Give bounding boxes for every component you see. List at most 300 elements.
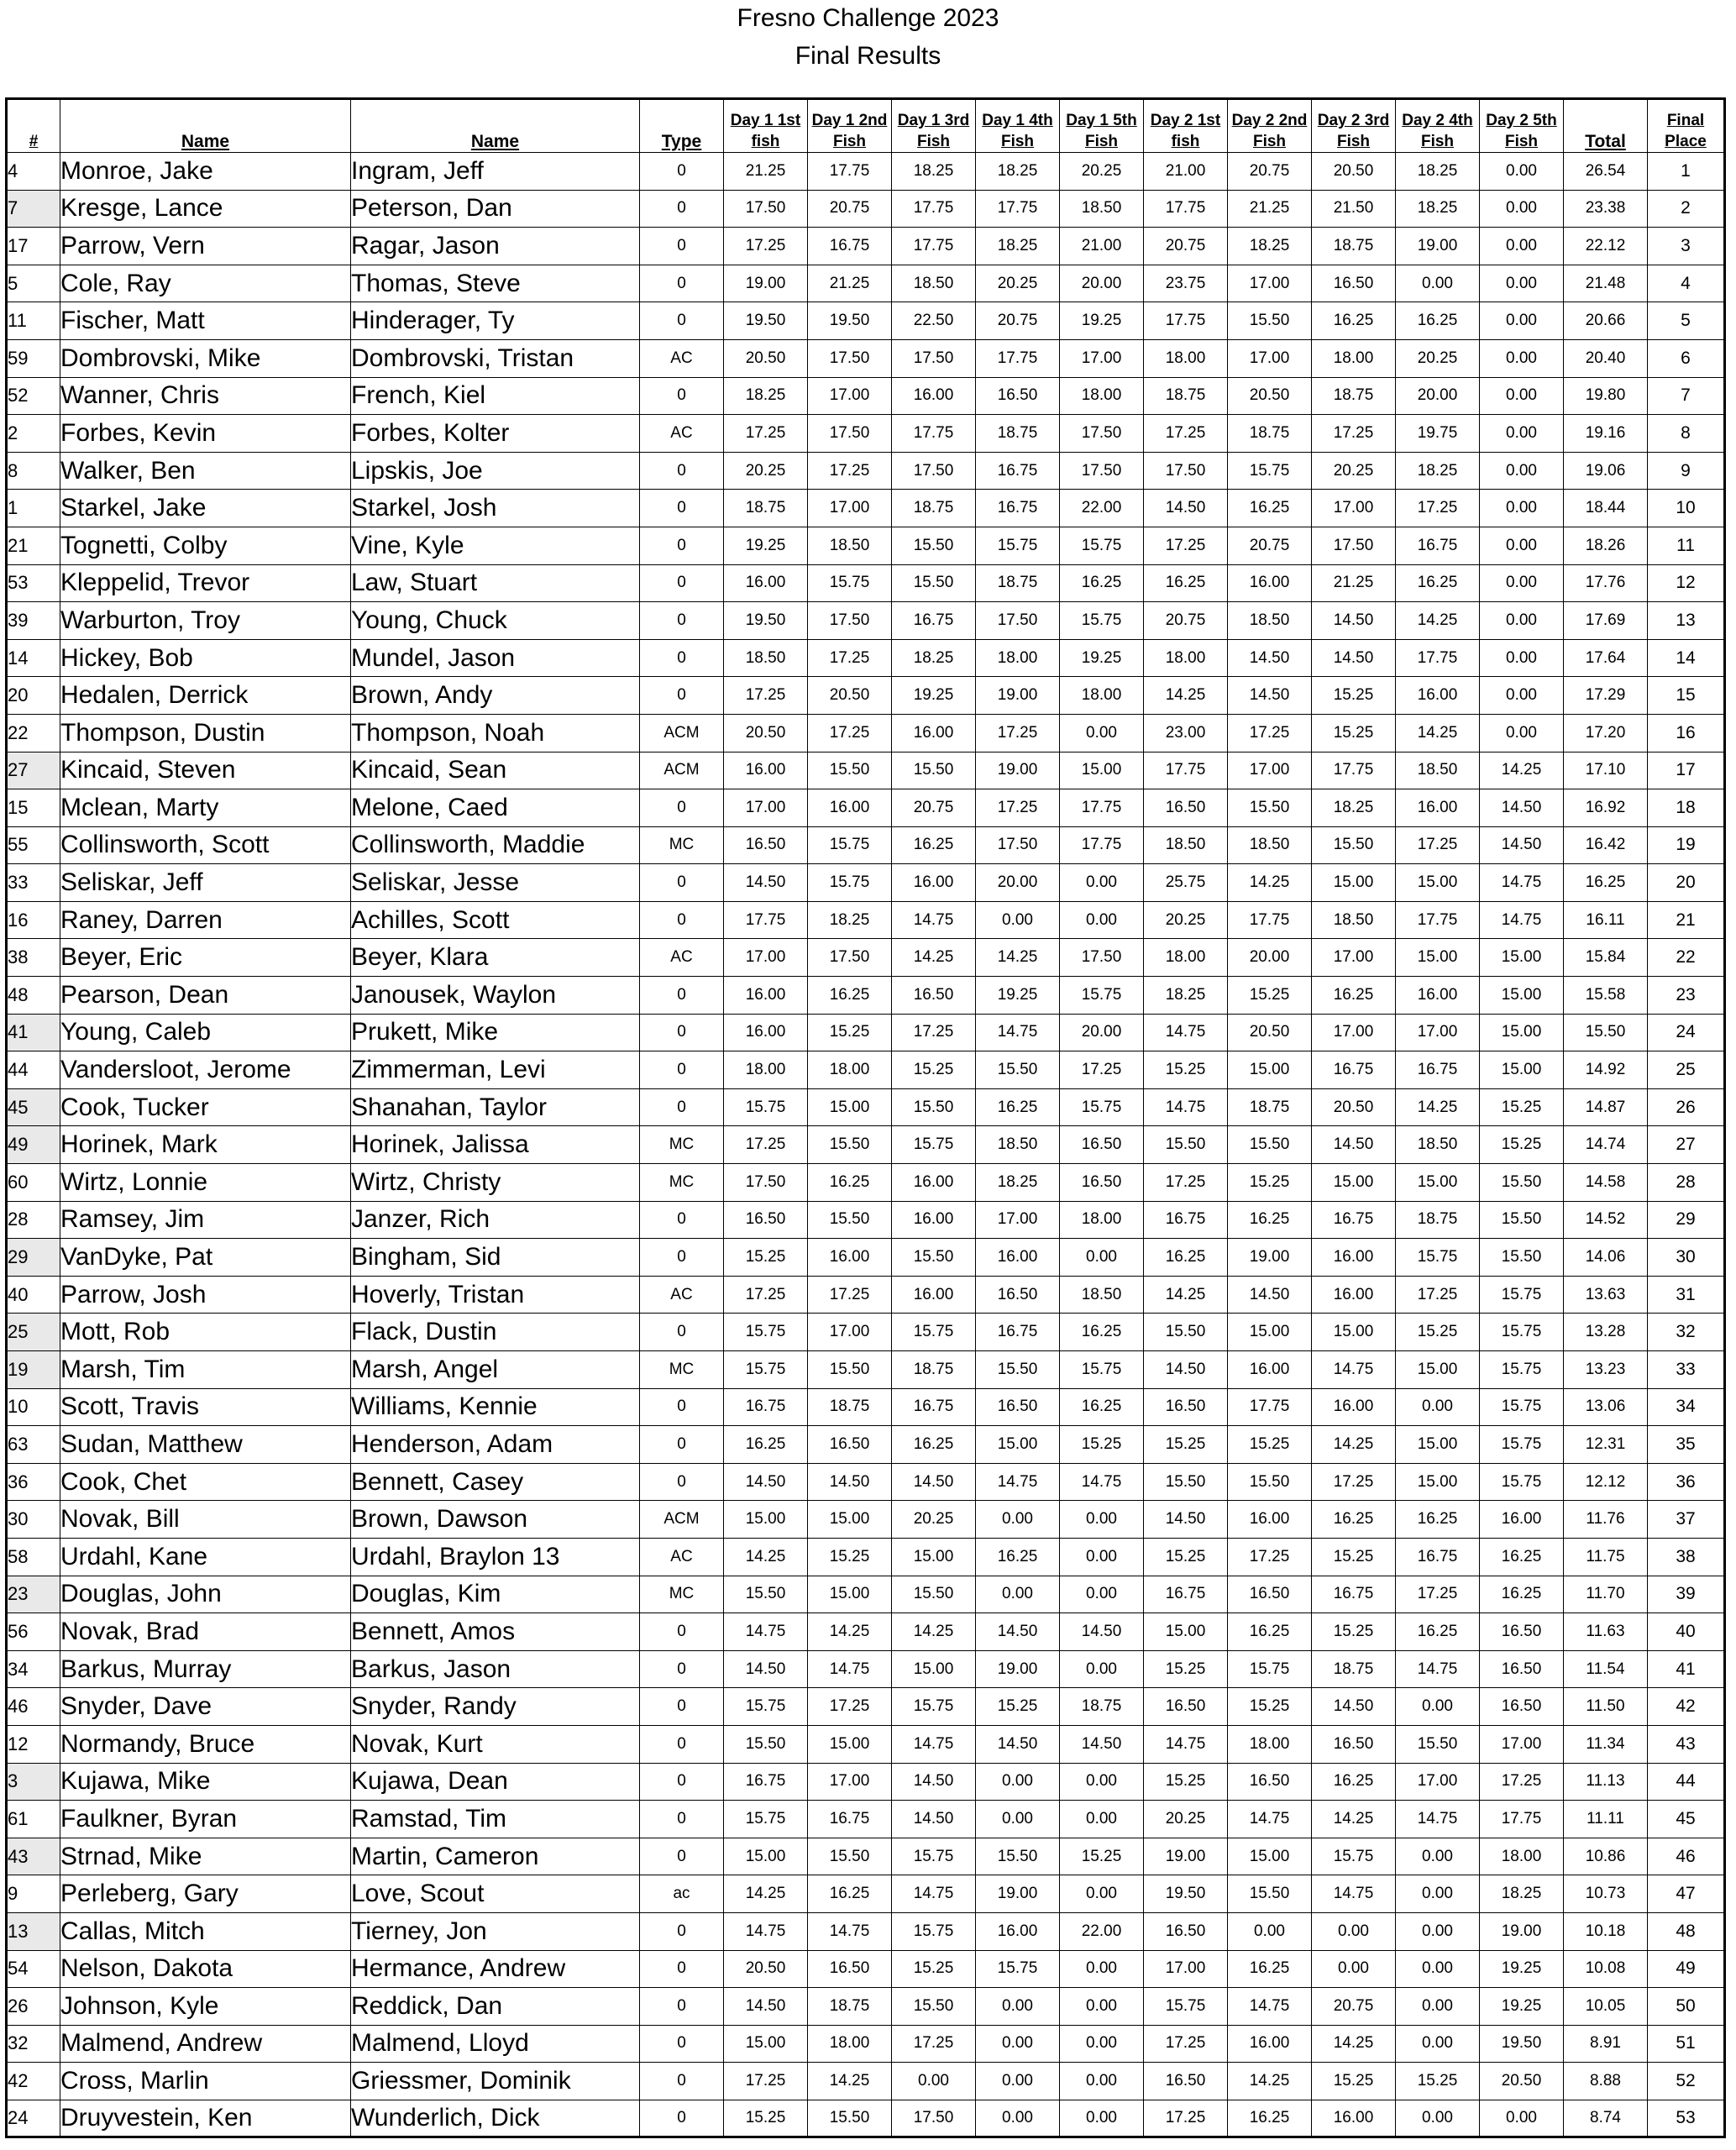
day2-fish5: 17.25 <box>1480 1763 1564 1801</box>
total-weight: 16.92 <box>1564 789 1648 827</box>
final-place: 17 <box>1648 752 1725 789</box>
day1-fish2: 14.75 <box>808 1912 892 1950</box>
day1-fish2: 20.50 <box>808 677 892 715</box>
team-number: 19 <box>7 1351 60 1389</box>
team-type: AC <box>640 415 724 453</box>
day2-fish4: 0.00 <box>1396 1950 1480 1988</box>
day1-fish3: 18.25 <box>892 153 976 191</box>
day1-fish4: 0.00 <box>976 2063 1060 2100</box>
day1-fish3: 16.00 <box>892 377 976 415</box>
day2-fish1: 25.75 <box>1144 864 1228 902</box>
table-row <box>7 377 1725 415</box>
angler-2-name: Ramstad, Tim <box>351 1801 640 1838</box>
angler-2-name: Ingram, Jeff <box>351 153 640 191</box>
team-type: 0 <box>640 1725 724 1763</box>
angler-2-name: Martin, Cameron <box>351 1838 640 1875</box>
day2-fish5: 15.00 <box>1480 977 1564 1015</box>
angler-2-name: Achilles, Scott <box>351 901 640 939</box>
angler-1-name: Malmend, Andrew <box>60 2025 351 2063</box>
day1-fish4: 20.25 <box>976 265 1060 302</box>
day2-fish4: 17.25 <box>1396 1276 1480 1314</box>
day1-fish5: 0.00 <box>1060 1988 1144 2026</box>
day1-fish1: 17.25 <box>724 228 808 265</box>
team-type: 0 <box>640 1838 724 1875</box>
day2-fish2: 20.75 <box>1228 527 1312 564</box>
day1-fish1: 15.50 <box>724 1576 808 1613</box>
team-number: 22 <box>7 714 60 752</box>
total-weight: 12.12 <box>1564 1463 1648 1501</box>
day2-fish2: 16.00 <box>1228 2025 1312 2063</box>
day2-fish5: 0.00 <box>1480 527 1564 564</box>
table-row <box>7 1164 1725 1202</box>
day2-fish5: 0.00 <box>1480 190 1564 228</box>
day2-fish1: 17.25 <box>1144 2100 1228 2137</box>
day1-fish3: 16.25 <box>892 1426 976 1464</box>
day1-fish4: 17.00 <box>976 1201 1060 1239</box>
total-weight: 15.50 <box>1564 1014 1648 1051</box>
day1-fish2: 17.50 <box>808 939 892 977</box>
day1-fish3: 15.00 <box>892 1650 976 1688</box>
day2-fish4: 16.75 <box>1396 1538 1480 1576</box>
day1-fish3: 15.25 <box>892 1051 976 1089</box>
team-type: 0 <box>640 564 724 602</box>
day2-fish1: 20.25 <box>1144 1801 1228 1838</box>
day2-fish2: 16.50 <box>1228 1763 1312 1801</box>
day1-fish2: 18.75 <box>808 1988 892 2026</box>
final-place: 38 <box>1648 1538 1725 1576</box>
day2-fish1: 17.25 <box>1144 415 1228 453</box>
final-place: 37 <box>1648 1501 1725 1539</box>
day2-fish2: 16.00 <box>1228 1501 1312 1539</box>
team-number: 16 <box>7 901 60 939</box>
team-number: 28 <box>7 1201 60 1239</box>
team-number: 25 <box>7 1314 60 1351</box>
team-number: 12 <box>7 1725 60 1763</box>
day1-fish5: 18.00 <box>1060 1201 1144 1239</box>
team-number: 45 <box>7 1088 60 1126</box>
day2-fish3: 21.25 <box>1312 564 1396 602</box>
day2-fish4: 19.00 <box>1396 228 1480 265</box>
day2-fish3: 16.25 <box>1312 1763 1396 1801</box>
day2-fish2: 17.75 <box>1228 1388 1312 1426</box>
day2-fish3: 20.50 <box>1312 1088 1396 1126</box>
angler-1-name: Sudan, Matthew <box>60 1426 351 1464</box>
day2-fish1: 17.25 <box>1144 527 1228 564</box>
day2-fish5: 0.00 <box>1480 564 1564 602</box>
day2-fish1: 16.50 <box>1144 1688 1228 1726</box>
total-weight: 14.74 <box>1564 1126 1648 1164</box>
table-row <box>7 415 1725 453</box>
day2-fish3: 17.00 <box>1312 939 1396 977</box>
table-row <box>7 1613 1725 1651</box>
angler-2-name: Thompson, Noah <box>351 714 640 752</box>
final-place: 41 <box>1648 1650 1725 1688</box>
day2-fish4: 16.00 <box>1396 977 1480 1015</box>
day1-fish1: 16.25 <box>724 1426 808 1464</box>
day1-fish2: 15.00 <box>808 1576 892 1613</box>
day1-fish2: 15.50 <box>808 752 892 789</box>
day2-fish4: 16.25 <box>1396 1613 1480 1651</box>
day2-fish2: 15.50 <box>1228 302 1312 340</box>
day1-fish2: 17.25 <box>808 639 892 677</box>
table-row <box>7 1763 1725 1801</box>
team-number: 40 <box>7 1276 60 1314</box>
day1-fish5: 20.25 <box>1060 153 1144 191</box>
day1-fish4: 16.00 <box>976 1239 1060 1277</box>
team-number: 30 <box>7 1501 60 1539</box>
day1-fish1: 14.50 <box>724 864 808 902</box>
day2-fish4: 14.75 <box>1396 1801 1480 1838</box>
team-type: 0 <box>640 527 724 564</box>
table-row <box>7 1426 1725 1464</box>
day2-fish3: 16.25 <box>1312 977 1396 1015</box>
final-place: 46 <box>1648 1838 1725 1875</box>
table-row <box>7 2100 1725 2137</box>
final-place: 9 <box>1648 452 1725 490</box>
day2-fish4: 15.00 <box>1396 1164 1480 1202</box>
team-type: 0 <box>640 1763 724 1801</box>
angler-2-name: Beyer, Klara <box>351 939 640 977</box>
angler-1-name: Hickey, Bob <box>60 639 351 677</box>
day1-fish3: 17.75 <box>892 190 976 228</box>
day1-fish4: 19.00 <box>976 677 1060 715</box>
day1-fish4: 0.00 <box>976 1801 1060 1838</box>
day1-fish1: 14.25 <box>724 1875 808 1913</box>
day2-fish1: 18.00 <box>1144 339 1228 377</box>
day1-fish2: 18.50 <box>808 527 892 564</box>
day2-fish4: 0.00 <box>1396 265 1480 302</box>
day2-fish1: 14.75 <box>1144 1014 1228 1051</box>
day2-fish1: 20.75 <box>1144 228 1228 265</box>
table-row <box>7 490 1725 527</box>
angler-2-name: Janousek, Waylon <box>351 977 640 1015</box>
total-weight: 17.69 <box>1564 602 1648 640</box>
day2-fish2: 20.50 <box>1228 377 1312 415</box>
day2-fish5: 16.25 <box>1480 1576 1564 1613</box>
day2-fish1: 21.00 <box>1144 153 1228 191</box>
day1-fish5: 0.00 <box>1060 2100 1144 2137</box>
angler-2-name: Flack, Dustin <box>351 1314 640 1351</box>
day2-fish5: 0.00 <box>1480 677 1564 715</box>
final-place: 4 <box>1648 265 1725 302</box>
day2-fish4: 18.25 <box>1396 190 1480 228</box>
team-number: 14 <box>7 639 60 677</box>
header-day2-fish2: Day 2 2nd Fish <box>1228 99 1312 153</box>
day2-fish2: 17.25 <box>1228 714 1312 752</box>
day1-fish1: 17.50 <box>724 190 808 228</box>
table-row <box>7 228 1725 265</box>
day1-fish2: 15.00 <box>808 1088 892 1126</box>
day2-fish3: 16.75 <box>1312 1051 1396 1089</box>
day2-fish3: 18.25 <box>1312 789 1396 827</box>
total-weight: 14.06 <box>1564 1239 1648 1277</box>
day1-fish4: 15.75 <box>976 1950 1060 1988</box>
day1-fish2: 14.75 <box>808 1650 892 1688</box>
team-type: 0 <box>640 265 724 302</box>
team-type: 0 <box>640 1388 724 1426</box>
day2-fish2: 15.25 <box>1228 1164 1312 1202</box>
day2-fish5: 0.00 <box>1480 228 1564 265</box>
day1-fish2: 18.00 <box>808 2025 892 2063</box>
angler-1-name: Kincaid, Steven <box>60 752 351 789</box>
team-type: AC <box>640 1276 724 1314</box>
team-number: 33 <box>7 864 60 902</box>
day1-fish3: 20.75 <box>892 789 976 827</box>
day2-fish3: 16.00 <box>1312 2100 1396 2137</box>
day1-fish3: 0.00 <box>892 2063 976 2100</box>
team-number: 44 <box>7 1051 60 1089</box>
day2-fish2: 16.25 <box>1228 2100 1312 2137</box>
total-weight: 14.58 <box>1564 1164 1648 1202</box>
table-row <box>7 1650 1725 1688</box>
total-weight: 13.06 <box>1564 1388 1648 1426</box>
table-row <box>7 639 1725 677</box>
header-total: Total <box>1564 99 1648 153</box>
final-place: 25 <box>1648 1051 1725 1089</box>
header-name-2: Name <box>351 99 640 153</box>
team-number: 34 <box>7 1650 60 1688</box>
day2-fish3: 15.25 <box>1312 1613 1396 1651</box>
day2-fish4: 17.25 <box>1396 1576 1480 1613</box>
day2-fish1: 17.75 <box>1144 752 1228 789</box>
day1-fish4: 17.75 <box>976 190 1060 228</box>
angler-1-name: Pearson, Dean <box>60 977 351 1015</box>
day2-fish2: 17.00 <box>1228 339 1312 377</box>
day2-fish1: 16.50 <box>1144 789 1228 827</box>
day1-fish1: 15.00 <box>724 1838 808 1875</box>
angler-1-name: Ramsey, Jim <box>60 1201 351 1239</box>
day1-fish1: 15.25 <box>724 1239 808 1277</box>
team-number: 46 <box>7 1688 60 1726</box>
day2-fish2: 20.50 <box>1228 1014 1312 1051</box>
day1-fish4: 0.00 <box>976 2100 1060 2137</box>
day1-fish1: 18.00 <box>724 1051 808 1089</box>
table-row <box>7 1126 1725 1164</box>
day2-fish5: 0.00 <box>1480 639 1564 677</box>
angler-2-name: Horinek, Jalissa <box>351 1126 640 1164</box>
day2-fish2: 21.25 <box>1228 190 1312 228</box>
angler-1-name: Nelson, Dakota <box>60 1950 351 1988</box>
day1-fish5: 0.00 <box>1060 1576 1144 1613</box>
angler-2-name: Brown, Andy <box>351 677 640 715</box>
day1-fish2: 21.25 <box>808 265 892 302</box>
team-number: 10 <box>7 1388 60 1426</box>
day2-fish3: 14.75 <box>1312 1875 1396 1913</box>
total-weight: 13.23 <box>1564 1351 1648 1389</box>
day1-fish1: 17.00 <box>724 789 808 827</box>
day2-fish1: 18.00 <box>1144 939 1228 977</box>
team-number: 1 <box>7 490 60 527</box>
table-row <box>7 677 1725 715</box>
day1-fish5: 15.75 <box>1060 1088 1144 1126</box>
total-weight: 19.80 <box>1564 377 1648 415</box>
angler-1-name: Starkel, Jake <box>60 490 351 527</box>
final-place: 32 <box>1648 1314 1725 1351</box>
day1-fish1: 19.00 <box>724 265 808 302</box>
day1-fish3: 17.25 <box>892 2025 976 2063</box>
day1-fish3: 15.75 <box>892 1314 976 1351</box>
team-type: 0 <box>640 1014 724 1051</box>
day1-fish1: 16.50 <box>724 826 808 864</box>
team-number: 11 <box>7 302 60 340</box>
day1-fish2: 14.50 <box>808 1463 892 1501</box>
day1-fish2: 15.25 <box>808 1014 892 1051</box>
angler-2-name: Love, Scout <box>351 1875 640 1913</box>
day1-fish4: 15.75 <box>976 527 1060 564</box>
team-number: 3 <box>7 1763 60 1801</box>
day1-fish2: 17.00 <box>808 377 892 415</box>
day2-fish2: 16.00 <box>1228 564 1312 602</box>
day1-fish2: 15.50 <box>808 1126 892 1164</box>
day2-fish5: 17.75 <box>1480 1801 1564 1838</box>
day2-fish3: 20.25 <box>1312 452 1396 490</box>
total-weight: 10.73 <box>1564 1875 1648 1913</box>
day1-fish2: 17.75 <box>808 153 892 191</box>
table-row <box>7 1801 1725 1838</box>
day2-fish1: 14.75 <box>1144 1088 1228 1126</box>
angler-1-name: Hedalen, Derrick <box>60 677 351 715</box>
table-row <box>7 302 1725 340</box>
total-weight: 11.70 <box>1564 1576 1648 1613</box>
day2-fish2: 14.50 <box>1228 1276 1312 1314</box>
angler-2-name: Hoverly, Tristan <box>351 1276 640 1314</box>
day2-fish4: 17.25 <box>1396 826 1480 864</box>
day1-fish2: 15.75 <box>808 864 892 902</box>
final-place: 3 <box>1648 228 1725 265</box>
day1-fish2: 18.25 <box>808 901 892 939</box>
day2-fish4: 0.00 <box>1396 1688 1480 1726</box>
day1-fish4: 18.00 <box>976 639 1060 677</box>
team-type: MC <box>640 1164 724 1202</box>
final-place: 47 <box>1648 1875 1725 1913</box>
day2-fish4: 0.00 <box>1396 1912 1480 1950</box>
day2-fish3: 14.25 <box>1312 1426 1396 1464</box>
team-number: 15 <box>7 789 60 827</box>
day1-fish5: 15.25 <box>1060 1426 1144 1464</box>
day2-fish4: 0.00 <box>1396 1838 1480 1875</box>
day1-fish3: 17.50 <box>892 452 976 490</box>
total-weight: 13.28 <box>1564 1314 1648 1351</box>
table-body <box>7 153 1725 2137</box>
day2-fish2: 15.00 <box>1228 1314 1312 1351</box>
angler-1-name: Young, Caleb <box>60 1014 351 1051</box>
day2-fish1: 15.50 <box>1144 1314 1228 1351</box>
day1-fish1: 14.25 <box>724 1538 808 1576</box>
table-row <box>7 2025 1725 2063</box>
day2-fish5: 14.50 <box>1480 826 1564 864</box>
day1-fish5: 17.00 <box>1060 339 1144 377</box>
total-weight: 21.48 <box>1564 265 1648 302</box>
day2-fish5: 0.00 <box>1480 377 1564 415</box>
table-row <box>7 1988 1725 2026</box>
day2-fish4: 14.25 <box>1396 714 1480 752</box>
table-row <box>7 527 1725 564</box>
day1-fish2: 15.25 <box>808 1538 892 1576</box>
table-row <box>7 1576 1725 1613</box>
day2-fish2: 15.50 <box>1228 1875 1312 1913</box>
angler-1-name: Cross, Marlin <box>60 2063 351 2100</box>
angler-1-name: Parrow, Vern <box>60 228 351 265</box>
day2-fish4: 15.00 <box>1396 1351 1480 1389</box>
day2-fish3: 16.25 <box>1312 302 1396 340</box>
team-number: 20 <box>7 677 60 715</box>
day2-fish1: 18.25 <box>1144 977 1228 1015</box>
angler-1-name: Wanner, Chris <box>60 377 351 415</box>
day2-fish2: 14.25 <box>1228 2063 1312 2100</box>
day2-fish3: 17.25 <box>1312 415 1396 453</box>
day2-fish3: 16.50 <box>1312 265 1396 302</box>
day2-fish2: 16.25 <box>1228 1613 1312 1651</box>
total-weight: 11.54 <box>1564 1650 1648 1688</box>
final-place: 42 <box>1648 1688 1725 1726</box>
day2-fish2: 16.50 <box>1228 1576 1312 1613</box>
angler-2-name: Douglas, Kim <box>351 1576 640 1613</box>
day1-fish3: 19.25 <box>892 677 976 715</box>
day2-fish5: 0.00 <box>1480 339 1564 377</box>
table-row <box>7 339 1725 377</box>
day2-fish5: 16.50 <box>1480 1650 1564 1688</box>
angler-2-name: Seliskar, Jesse <box>351 864 640 902</box>
table-row <box>7 1314 1725 1351</box>
day2-fish4: 0.00 <box>1396 1875 1480 1913</box>
day1-fish3: 18.25 <box>892 639 976 677</box>
day1-fish5: 17.50 <box>1060 452 1144 490</box>
day1-fish4: 0.00 <box>976 901 1060 939</box>
angler-1-name: Beyer, Eric <box>60 939 351 977</box>
final-place: 45 <box>1648 1801 1725 1838</box>
day1-fish5: 17.50 <box>1060 939 1144 977</box>
table-row <box>7 977 1725 1015</box>
team-type: 0 <box>640 977 724 1015</box>
day1-fish2: 16.00 <box>808 1239 892 1277</box>
day1-fish3: 15.75 <box>892 1126 976 1164</box>
total-weight: 14.52 <box>1564 1201 1648 1239</box>
final-place: 31 <box>1648 1276 1725 1314</box>
angler-2-name: Malmend, Lloyd <box>351 2025 640 2063</box>
angler-1-name: Urdahl, Kane <box>60 1538 351 1576</box>
day1-fish4: 17.75 <box>976 339 1060 377</box>
team-number: 27 <box>7 752 60 789</box>
day1-fish2: 15.00 <box>808 1501 892 1539</box>
team-number: 63 <box>7 1426 60 1464</box>
header-day1-fish4: Day 1 4th Fish <box>976 99 1060 153</box>
header-final-place: Final Place <box>1648 99 1725 153</box>
final-place: 15 <box>1648 677 1725 715</box>
team-number: 4 <box>7 153 60 191</box>
table-row <box>7 1388 1725 1426</box>
final-place: 10 <box>1648 490 1725 527</box>
team-type: 0 <box>640 452 724 490</box>
team-number: 17 <box>7 228 60 265</box>
team-number: 49 <box>7 1126 60 1164</box>
total-weight: 16.11 <box>1564 901 1648 939</box>
day2-fish4: 14.75 <box>1396 1650 1480 1688</box>
total-weight: 15.84 <box>1564 939 1648 977</box>
table-row <box>7 1912 1725 1950</box>
day2-fish2: 0.00 <box>1228 1912 1312 1950</box>
day1-fish4: 0.00 <box>976 2025 1060 2063</box>
table-row <box>7 1538 1725 1576</box>
day2-fish1: 16.75 <box>1144 1576 1228 1613</box>
day1-fish4: 18.25 <box>976 1164 1060 1202</box>
day1-fish1: 18.25 <box>724 377 808 415</box>
angler-2-name: Kujawa, Dean <box>351 1763 640 1801</box>
day1-fish3: 15.50 <box>892 752 976 789</box>
day2-fish4: 17.00 <box>1396 1763 1480 1801</box>
day2-fish5: 16.50 <box>1480 1613 1564 1651</box>
angler-1-name: Monroe, Jake <box>60 153 351 191</box>
angler-2-name: Wunderlich, Dick <box>351 2100 640 2137</box>
